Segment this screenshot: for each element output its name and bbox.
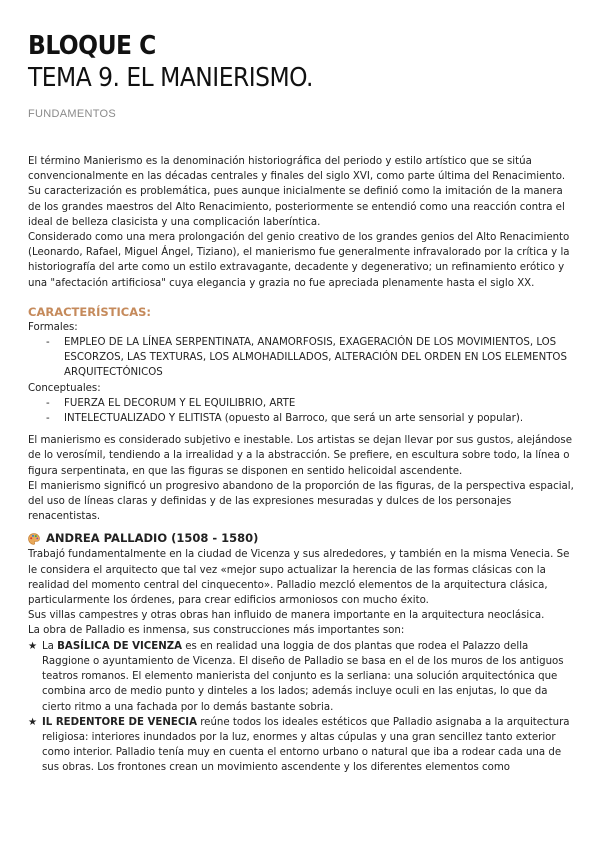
body-paragraph: Trabajó fundamentalmente en la ciudad de Vicenza y sus alrededores, y también en la misma Venecia. Se le considera el arquitecto que tal vez «mejor supo actualizar la herencia de las formas clásicas con la realidad del momento central del cinquecento». Palladio mezcló elementos de la arquitectura clásica, particularmente los órdenes, para crear edificios armoniosos con mucho éxito. [28, 549, 570, 607]
palette-icon [28, 533, 40, 545]
list-item: ★ IL REDENTORE DE VENECIA reúne todos los ideales estéticos que Palladio asignaba a la arquitectura religiosa: interiores inundados por la luz, enormes y altas cúpulas y una gran sencillez tanto exterior como interior. Palladio tenía muy en cuenta el entorno urbano o natural que iba a rodear cada una de sus obras. Los frontones crean un movimiento ascendente y los diferentes elementos como [28, 716, 570, 774]
palladio-section [28, 547, 576, 775]
palladio-heading [28, 530, 576, 547]
star-icon: ★ [28, 716, 38, 728]
intro-paragraph: Su caracterización es problemática, pues aunque inicialmente se definió como la imitación de la manera de los grandes maestros del Alto Renacimiento, posteriormente se entendió como una reacción contra el ideal de belleza clasicista y una complicación laberíntica. [28, 186, 565, 228]
body-paragraph: El manierismo es considerado subjetivo e inestable. Los artistas se dejan llevar por sus gustos, alejándose de lo verosímil, tendiendo a la irrealidad y a la abstracción. Se prefiere, en escultura sobre todo, la línea o figura serpentinata, en que las figuras se disponen en sentido helicoidal ascendente. [28, 435, 572, 477]
body-paragraph: La obra de Palladio es inmensa, sus construcciones más importantes son: [28, 625, 405, 637]
intro-paragraph: Considerado como una mera prolongación del genio creativo de los grandes genios del Alto Renacimiento (Leonardo, Rafael, Miguel Ángel, Tiziano), el manierismo fue generalmente infravalorado por la crítica y la historiografía del arte como un estilo extravagante, decadente y degenerativo; un refinamiento erótico y una "afectación artificiosa" cuya elegancia y grazia no fue apreciada plenamente hasta el siglo XX. [28, 232, 570, 289]
star-icon: ★ [28, 640, 38, 652]
obra-name: IL REDENTORE DE VENECIA [42, 716, 197, 728]
document-page [28, 30, 576, 776]
list-item: - FUERZA EL DECORUM Y EL EQUILIBRIO, ARTE [42, 396, 576, 411]
caracteristicas-heading: CARACTERÍSTICAS: [28, 304, 151, 319]
conceptuales-label: Conceptuales: [28, 382, 101, 394]
tema-title: TEMA 9. EL MANIERISMO. [28, 63, 313, 93]
conceptuales-list [28, 396, 576, 426]
bloque-heading: BLOQUE C [28, 31, 156, 61]
fundamentos-label: FUNDAMENTOS [28, 108, 117, 120]
list-item: - INTELECTUALIZADO Y ELITISTA (opuesto al Barroco, que será un arte sensorial y popular). [42, 411, 576, 426]
subjetivo-section [28, 433, 576, 524]
body-paragraph: Sus villas campestres y otras obras han influido de manera importante en la arquitectura neoclásica. [28, 610, 545, 622]
formales-label: Formales: [28, 321, 78, 333]
intro-section [28, 154, 576, 291]
formales-list [28, 335, 576, 381]
list-item: - EMPLEO DE LA LÍNEA SERPENTINATA, ANAMORFOSIS, EXAGERACIÓN DE LOS MOVIMIENTOS, LOS ESCORZOS, LAS TEXTURAS, LOS ALMOHADILLADOS, ALTERACIÓN DEL ORDEN EN LOS ELEMENTOS ARQUITECTÓNICOS [42, 335, 576, 381]
body-paragraph: El manierismo significó un progresivo abandono de la proporción de las figuras, de la perspectiva espacial, del uso de líneas claras y definidas y de las expresiones mesuradas y dulces de los personajes renacentistas. [28, 480, 574, 523]
intro-paragraph: El término Manierismo es la denominación historiográfica del periodo y estilo artístico que se sitúa convencionalmente en las décadas centrales y finales del siglo XVI, como parte última del Renacimiento. [28, 156, 566, 183]
palladio-title: ANDREA PALLADIO (1508 - 1580) [46, 531, 259, 546]
obra-name: BASÍLICA DE VICENZA [57, 640, 183, 652]
obras-list [28, 639, 576, 776]
list-item: ★ La BASÍLICA DE VICENZA es en realidad una loggia de dos plantas que rodea el Palazzo della Raggione o ayuntamiento de Vicenza. El diseño de Palladio se basa en el de los muros de los antiguos teatros romanos. El elemento manierista del conjunto es la serliana: una solución arquitectónica que combina arco de medio punto y dinteles a los lados; además incluye oculi en las enjutas, lo que da cierto ritmo a una fachada por lo demás bastante sobria. [28, 640, 564, 713]
